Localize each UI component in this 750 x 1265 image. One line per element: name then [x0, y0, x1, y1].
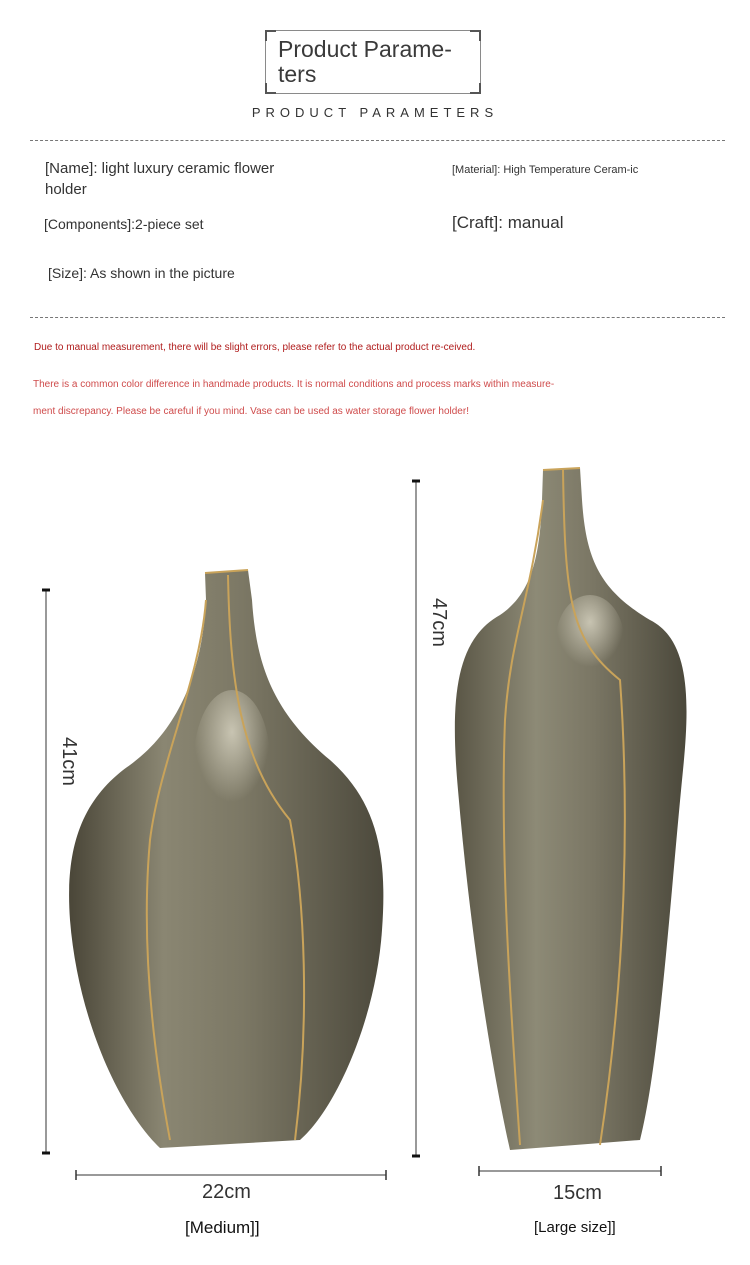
large-width-dimension [479, 1166, 661, 1176]
corner-mark [265, 83, 276, 94]
note-measurement: Due to manual measurement, there will be slight errors, please refer to the actual product re-ceived. [34, 342, 476, 353]
note-discrepancy: ment discrepancy. Please be careful if you mind. Vase can be used as water storage flower holder! [33, 406, 469, 417]
param-material: [Material]: High Temperature Ceram-ic [452, 164, 639, 176]
param-craft: [Craft]: manual [452, 213, 564, 232]
medium-height-label: 41cm [58, 737, 80, 786]
large-height-label: 47cm [428, 598, 450, 647]
vase-large-body [455, 468, 687, 1150]
vase-medium-highlight [194, 690, 270, 830]
medium-size-label: [Medium]] [185, 1218, 260, 1237]
large-size-label: [Large size]] [534, 1219, 616, 1236]
vase-medium [69, 570, 383, 1148]
note-color-difference: There is a common color difference in handmade products. It is normal conditions and process marks within measure- [33, 379, 555, 390]
param-components: [Components]:2-piece set [44, 216, 204, 232]
medium-width-label: 22cm [202, 1181, 251, 1203]
page-title [278, 37, 478, 87]
large-height-dimension [412, 481, 420, 1156]
medium-height-dimension [42, 590, 50, 1153]
medium-width-dimension [76, 1170, 386, 1180]
vase-large [455, 468, 687, 1150]
vase-illustration [0, 440, 750, 1265]
vase-medium-body [69, 570, 383, 1148]
divider [30, 317, 725, 318]
page-title-line1: Product Parame- [278, 36, 452, 62]
large-width-label: 15cm [553, 1182, 602, 1204]
title-box [265, 30, 481, 94]
corner-mark [265, 30, 276, 41]
param-size: [Size]: As shown in the picture [48, 265, 235, 281]
vase-large-highlight [556, 595, 624, 685]
divider [30, 140, 725, 141]
page-title-line2: ters [278, 61, 317, 87]
page-subtitle: PRODUCT PARAMETERS [251, 105, 499, 120]
param-name: [Name]: light luxury ceramic flower holder [45, 160, 275, 198]
